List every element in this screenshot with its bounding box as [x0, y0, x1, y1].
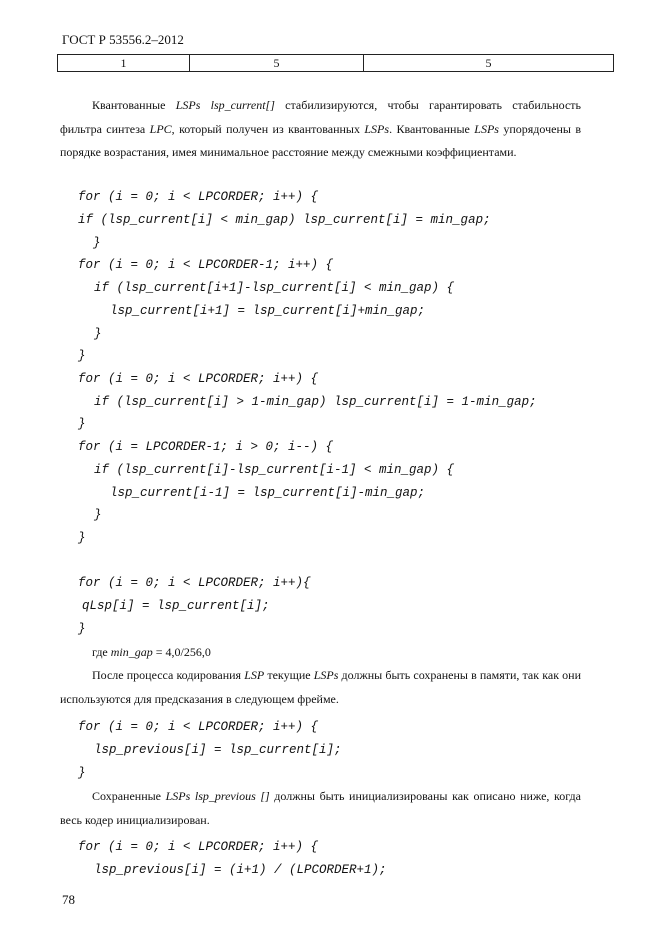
code-line: } [78, 417, 86, 431]
code-line: } [78, 766, 86, 780]
paragraph-quantized-lsps: Квантованные LSPs lsp_current[] стабилизируются, чтобы гарантировать стабильность фильтра синтеза LPC, который получен из квантованных LSPs. Квантованные LSPs упорядочены в порядке возрастания, имея минимальное расстояние между смежными коэффициентами. [60, 98, 582, 159]
page-number: 78 [62, 892, 75, 907]
code-line: lsp_previous[i] = lsp_current[i]; [94, 743, 342, 757]
code-line: qLsp[i] = lsp_current[i]; [82, 599, 270, 613]
code-line: for (i = 0; i < LPCORDER; i++) { [78, 840, 319, 854]
table-cell: 1 [58, 55, 190, 72]
min-gap-definition: где min_gap = 4,0/256,0 [92, 645, 211, 659]
code-line: for (i = 0; i < LPCORDER; i++) { [78, 372, 319, 386]
table-cell: 5 [364, 55, 614, 72]
code-line: lsp_current[i-1] = lsp_current[i]-min_gap; [110, 486, 426, 500]
table-row [58, 55, 614, 72]
code-line: } [78, 531, 86, 545]
table-cell: 5 [190, 55, 364, 72]
paragraph-lsp-memory: После процесса кодирования LSP текущие LSPs должны быть сохранены в памяти, так как они используются для предсказания в следующем фрейме. [60, 668, 581, 706]
code-line: for (i = 0; i < LPCORDER-1; i++) { [78, 258, 334, 272]
code-line: lsp_previous[i] = (i+1) / (LPCORDER+1); [94, 863, 387, 877]
paragraph-lsp-previous-init: Сохраненные LSPs lsp_previous [] должны быть инициализированы как описано ниже, когда весь кодер инициализирован. [60, 789, 581, 827]
code-line: } [93, 236, 101, 250]
code-line: if (lsp_current[i]-lsp_current[i-1] < min_gap) { [94, 463, 455, 477]
standard-header: ГОСТ Р 53556.2–2012 [62, 32, 184, 47]
code-line: for (i = LPCORDER-1; i > 0; i--) { [78, 440, 334, 454]
code-line: for (i = 0; i < LPCORDER; i++){ [78, 576, 311, 590]
code-line: } [94, 508, 102, 522]
code-line: if (lsp_current[i] < min_gap) lsp_current[i] = min_gap; [78, 213, 491, 227]
code-line: if (lsp_current[i+1]-lsp_current[i] < min_gap) { [94, 281, 455, 295]
code-line: } [78, 349, 86, 363]
code-line: lsp_current[i+1] = lsp_current[i]+min_gap; [110, 304, 426, 318]
code-line: } [78, 622, 86, 636]
code-line: if (lsp_current[i] > 1-min_gap) lsp_current[i] = 1-min_gap; [94, 395, 537, 409]
code-line: for (i = 0; i < LPCORDER; i++) { [78, 720, 319, 734]
code-line: for (i = 0; i < LPCORDER; i++) { [78, 190, 319, 204]
column-number-table [57, 54, 614, 72]
code-line: } [94, 327, 102, 341]
